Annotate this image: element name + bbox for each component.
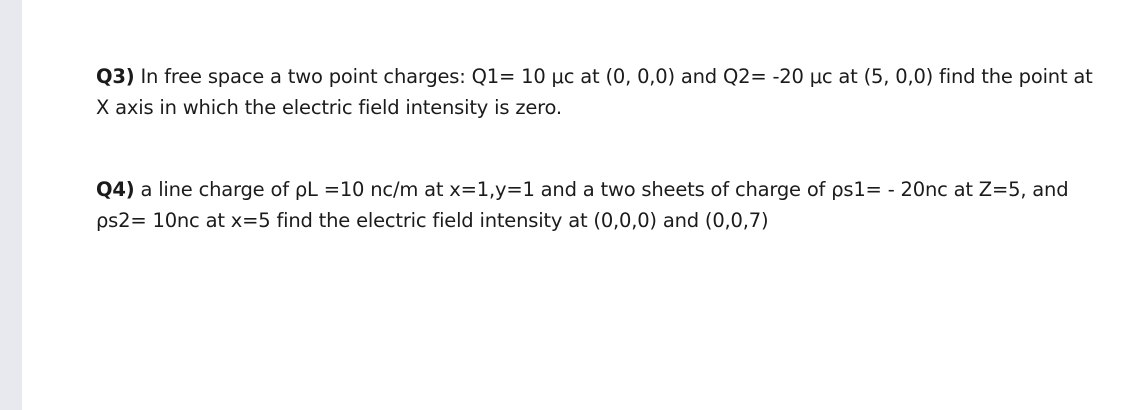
document-page xyxy=(22,0,1125,410)
question-3-text: In free space a two point charges: Q1= 10 μc at (0, 0,0) and Q2= -20 μc at (5, 0,0) find the point at X axis in which the electric field intensity is zero. xyxy=(96,65,1093,119)
question-4-label: Q4) xyxy=(96,178,135,201)
question-4 xyxy=(96,174,1096,236)
question-4-text: a line charge of ρL =10 nc/m at x=1,y=1 and a two sheets of charge of ρs1= - 20nc at Z=5, and ρs2= 10nc at x=5 find the electric field intensity at (0,0,0) and (0,0,7) xyxy=(96,178,1069,232)
question-3 xyxy=(96,61,1096,123)
left-margin-strip xyxy=(0,0,22,410)
question-3-label: Q3) xyxy=(96,65,135,88)
